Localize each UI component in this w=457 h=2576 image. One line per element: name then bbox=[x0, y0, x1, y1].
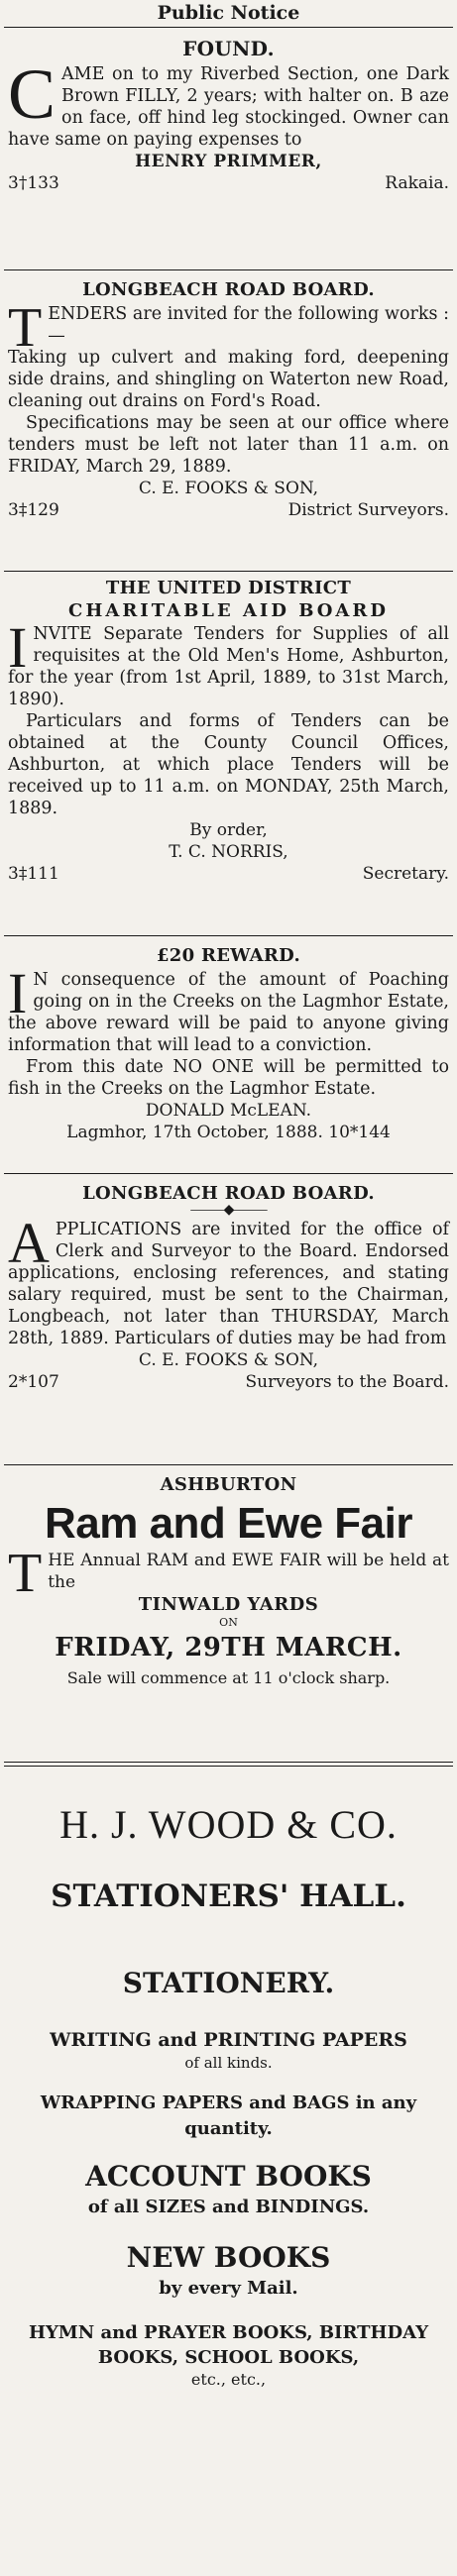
divider bbox=[4, 1766, 453, 1767]
found-body: AME on to my Riverbed Section, one Dark Brown FILLY, 2 years; with halter on. B aze on face, off hind leg stockinged. Owner can have same on paying expenses to bbox=[8, 64, 449, 150]
charitable-role: Secretary. bbox=[362, 864, 449, 884]
wood-writing-sub: of all kinds. bbox=[184, 2054, 273, 2072]
longbeach-tenders-heading: LONGBEACH ROAD BOARD. bbox=[82, 279, 375, 300]
charitable-code: 3‡111 bbox=[8, 864, 59, 884]
wood-etc: etc., etc., bbox=[190, 2370, 267, 2389]
fair-dropcap: T bbox=[8, 1543, 43, 1604]
longbeach-applications-body: PPLICATIONS are invited for the office of Clerk and Surveyor to the Board. Endorsed applications, enclosing references, and stating salary required, must be sent to the Chairman, Longbeach, not later than THURSDAY, March 28th, 1889. Particulars of duties may be had from bbox=[8, 1220, 449, 1348]
longbeach-applications-notice bbox=[4, 1181, 453, 1393]
divider bbox=[4, 935, 453, 936]
fair-place: ASHBURTON bbox=[160, 1474, 297, 1495]
wood-hymn: HYMN and PRAYER BOOKS, BIRTHDAY BOOKS, SCHOOL BOOKS, bbox=[28, 2322, 429, 2368]
fair-sale: Sale will commence at 11 o'clock sharp. bbox=[66, 1668, 391, 1687]
hj-wood-advertisement bbox=[4, 1793, 453, 2390]
fair-yards: TINWALD YARDS bbox=[138, 1594, 319, 1615]
wood-new-books-sub: by every Mail. bbox=[159, 2278, 298, 2299]
found-notice bbox=[4, 34, 453, 194]
reward-heading: £20 REWARD. bbox=[156, 945, 301, 966]
charitable-signature-row bbox=[8, 863, 449, 885]
column-header bbox=[4, 2, 453, 24]
ram-ewe-fair-notice bbox=[4, 1472, 453, 1690]
divider bbox=[4, 571, 453, 572]
wood-hall: STATIONERS' HALL. bbox=[51, 1878, 406, 1914]
longbeach-applications-signature-row bbox=[8, 1371, 449, 1393]
reward-name: DONALD McLEAN. bbox=[145, 1101, 312, 1121]
fair-body: HE Annual RAM and EWE FAIR will be held at the bbox=[48, 1551, 449, 1592]
wood-writing: WRITING and PRINTING PAPERS bbox=[50, 2029, 407, 2051]
fair-body-block bbox=[8, 1543, 449, 1604]
wood-stationery: STATIONERY. bbox=[122, 1967, 335, 1999]
reward-body-block bbox=[8, 961, 449, 1056]
found-signature-row bbox=[8, 172, 449, 194]
divider bbox=[4, 269, 453, 270]
longbeach-applications-dropcap: A bbox=[8, 1211, 50, 1275]
longbeach-tenders-specs: Specifications may be seen at our office where tenders must be left not later than 11 a.m. on FRIDAY, March 29, 1889. bbox=[8, 413, 449, 477]
found-code: 3†133 bbox=[8, 173, 59, 193]
reward-notice-text: From this date NO ONE will be permitted to fish in the Creeks on the Lagmhor Estate. bbox=[8, 1057, 449, 1099]
charitable-body-block bbox=[8, 615, 449, 710]
found-place: Rakaia. bbox=[385, 173, 449, 193]
found-body-block bbox=[8, 54, 449, 151]
page-title: Public Notice bbox=[157, 2, 300, 24]
longbeach-applications-role: Surveyors to the Board. bbox=[245, 1372, 449, 1392]
longbeach-tenders-role: District Surveyors. bbox=[287, 500, 449, 520]
longbeach-applications-firm: C. E. FOOKS & SON, bbox=[138, 1350, 319, 1370]
charitable-name: T. C. NORRIS, bbox=[169, 842, 288, 862]
longbeach-applications-code: 2*107 bbox=[8, 1372, 59, 1392]
charitable-particulars: Particulars and forms of Tenders can be obtained at the County Council Offices, Ashburton, at which place Tenders will be received up to 11 a.m. on MONDAY, 25th March, 1889. bbox=[8, 711, 449, 818]
longbeach-tenders-dropcap: T bbox=[8, 297, 43, 359]
longbeach-tenders-works: Taking up culvert and making ford, deepening side drains, and shingling on Waterton new Road, cleaning out drains on Ford's Road. bbox=[8, 348, 449, 411]
wood-name: H. J. WOOD & CO. bbox=[59, 1802, 398, 1847]
longbeach-applications-body-block bbox=[8, 1211, 449, 1349]
charitable-body: NVITE Separate Tenders for Supplies of all requisites at the Old Men's Home, Ashburton, for the year (from 1st April, 1889, to 31st March, 1890). bbox=[8, 624, 449, 709]
wood-new-books: NEW BOOKS bbox=[126, 2241, 331, 2274]
longbeach-tenders-signature-row bbox=[8, 499, 449, 521]
charitable-heading-line1: THE UNITED DISTRICT bbox=[105, 578, 352, 598]
wood-wrapping: WRAPPING PAPERS and BAGS in any quantity. bbox=[40, 2093, 417, 2139]
reward-dropcap: I bbox=[8, 961, 28, 1025]
charitable-by-order: By order, bbox=[189, 820, 268, 840]
wood-account-sub: of all SIZES and BINDINGS. bbox=[87, 2197, 370, 2217]
found-name: HENRY PRIMMER, bbox=[135, 152, 322, 171]
divider bbox=[4, 1762, 453, 1763]
ornament-flourish: ⸻◆⸻ bbox=[189, 1202, 268, 1218]
divider bbox=[4, 1173, 453, 1174]
longbeach-tenders-notice bbox=[4, 277, 453, 521]
fair-date: FRIDAY, 29TH MARCH. bbox=[55, 1633, 402, 1663]
reward-notice bbox=[4, 943, 453, 1143]
divider bbox=[4, 1464, 453, 1465]
divider bbox=[4, 27, 453, 28]
reward-body: N consequence of the amount of Poaching going on in the Creeks on the Lagmhor Estate, the above reward will be paid to anyone giving information that will lead to a conviction. bbox=[8, 970, 449, 1055]
charitable-heading-line2: CHARITABLE AID BOARD bbox=[68, 600, 389, 621]
wood-account: ACCOUNT BOOKS bbox=[85, 2160, 372, 2193]
fair-title: Ram and Ewe Fair bbox=[44, 1499, 412, 1548]
longbeach-tenders-firm: C. E. FOOKS & SON, bbox=[138, 479, 319, 498]
fair-on: ON bbox=[219, 1616, 238, 1629]
longbeach-tenders-intro: ENDERS are invited for the following works :— bbox=[48, 304, 449, 346]
longbeach-tenders-body-block bbox=[8, 297, 449, 412]
reward-footer: Lagmhor, 17th October, 1888. 10*144 bbox=[66, 1123, 391, 1142]
found-heading: FOUND. bbox=[182, 37, 275, 60]
charitable-dropcap: I bbox=[8, 615, 28, 680]
longbeach-applications-heading: LONGBEACH ROAD BOARD. bbox=[82, 1183, 375, 1204]
longbeach-tenders-code: 3‡129 bbox=[8, 500, 59, 520]
charitable-aid-notice bbox=[4, 578, 453, 885]
found-dropcap: C bbox=[8, 54, 57, 134]
